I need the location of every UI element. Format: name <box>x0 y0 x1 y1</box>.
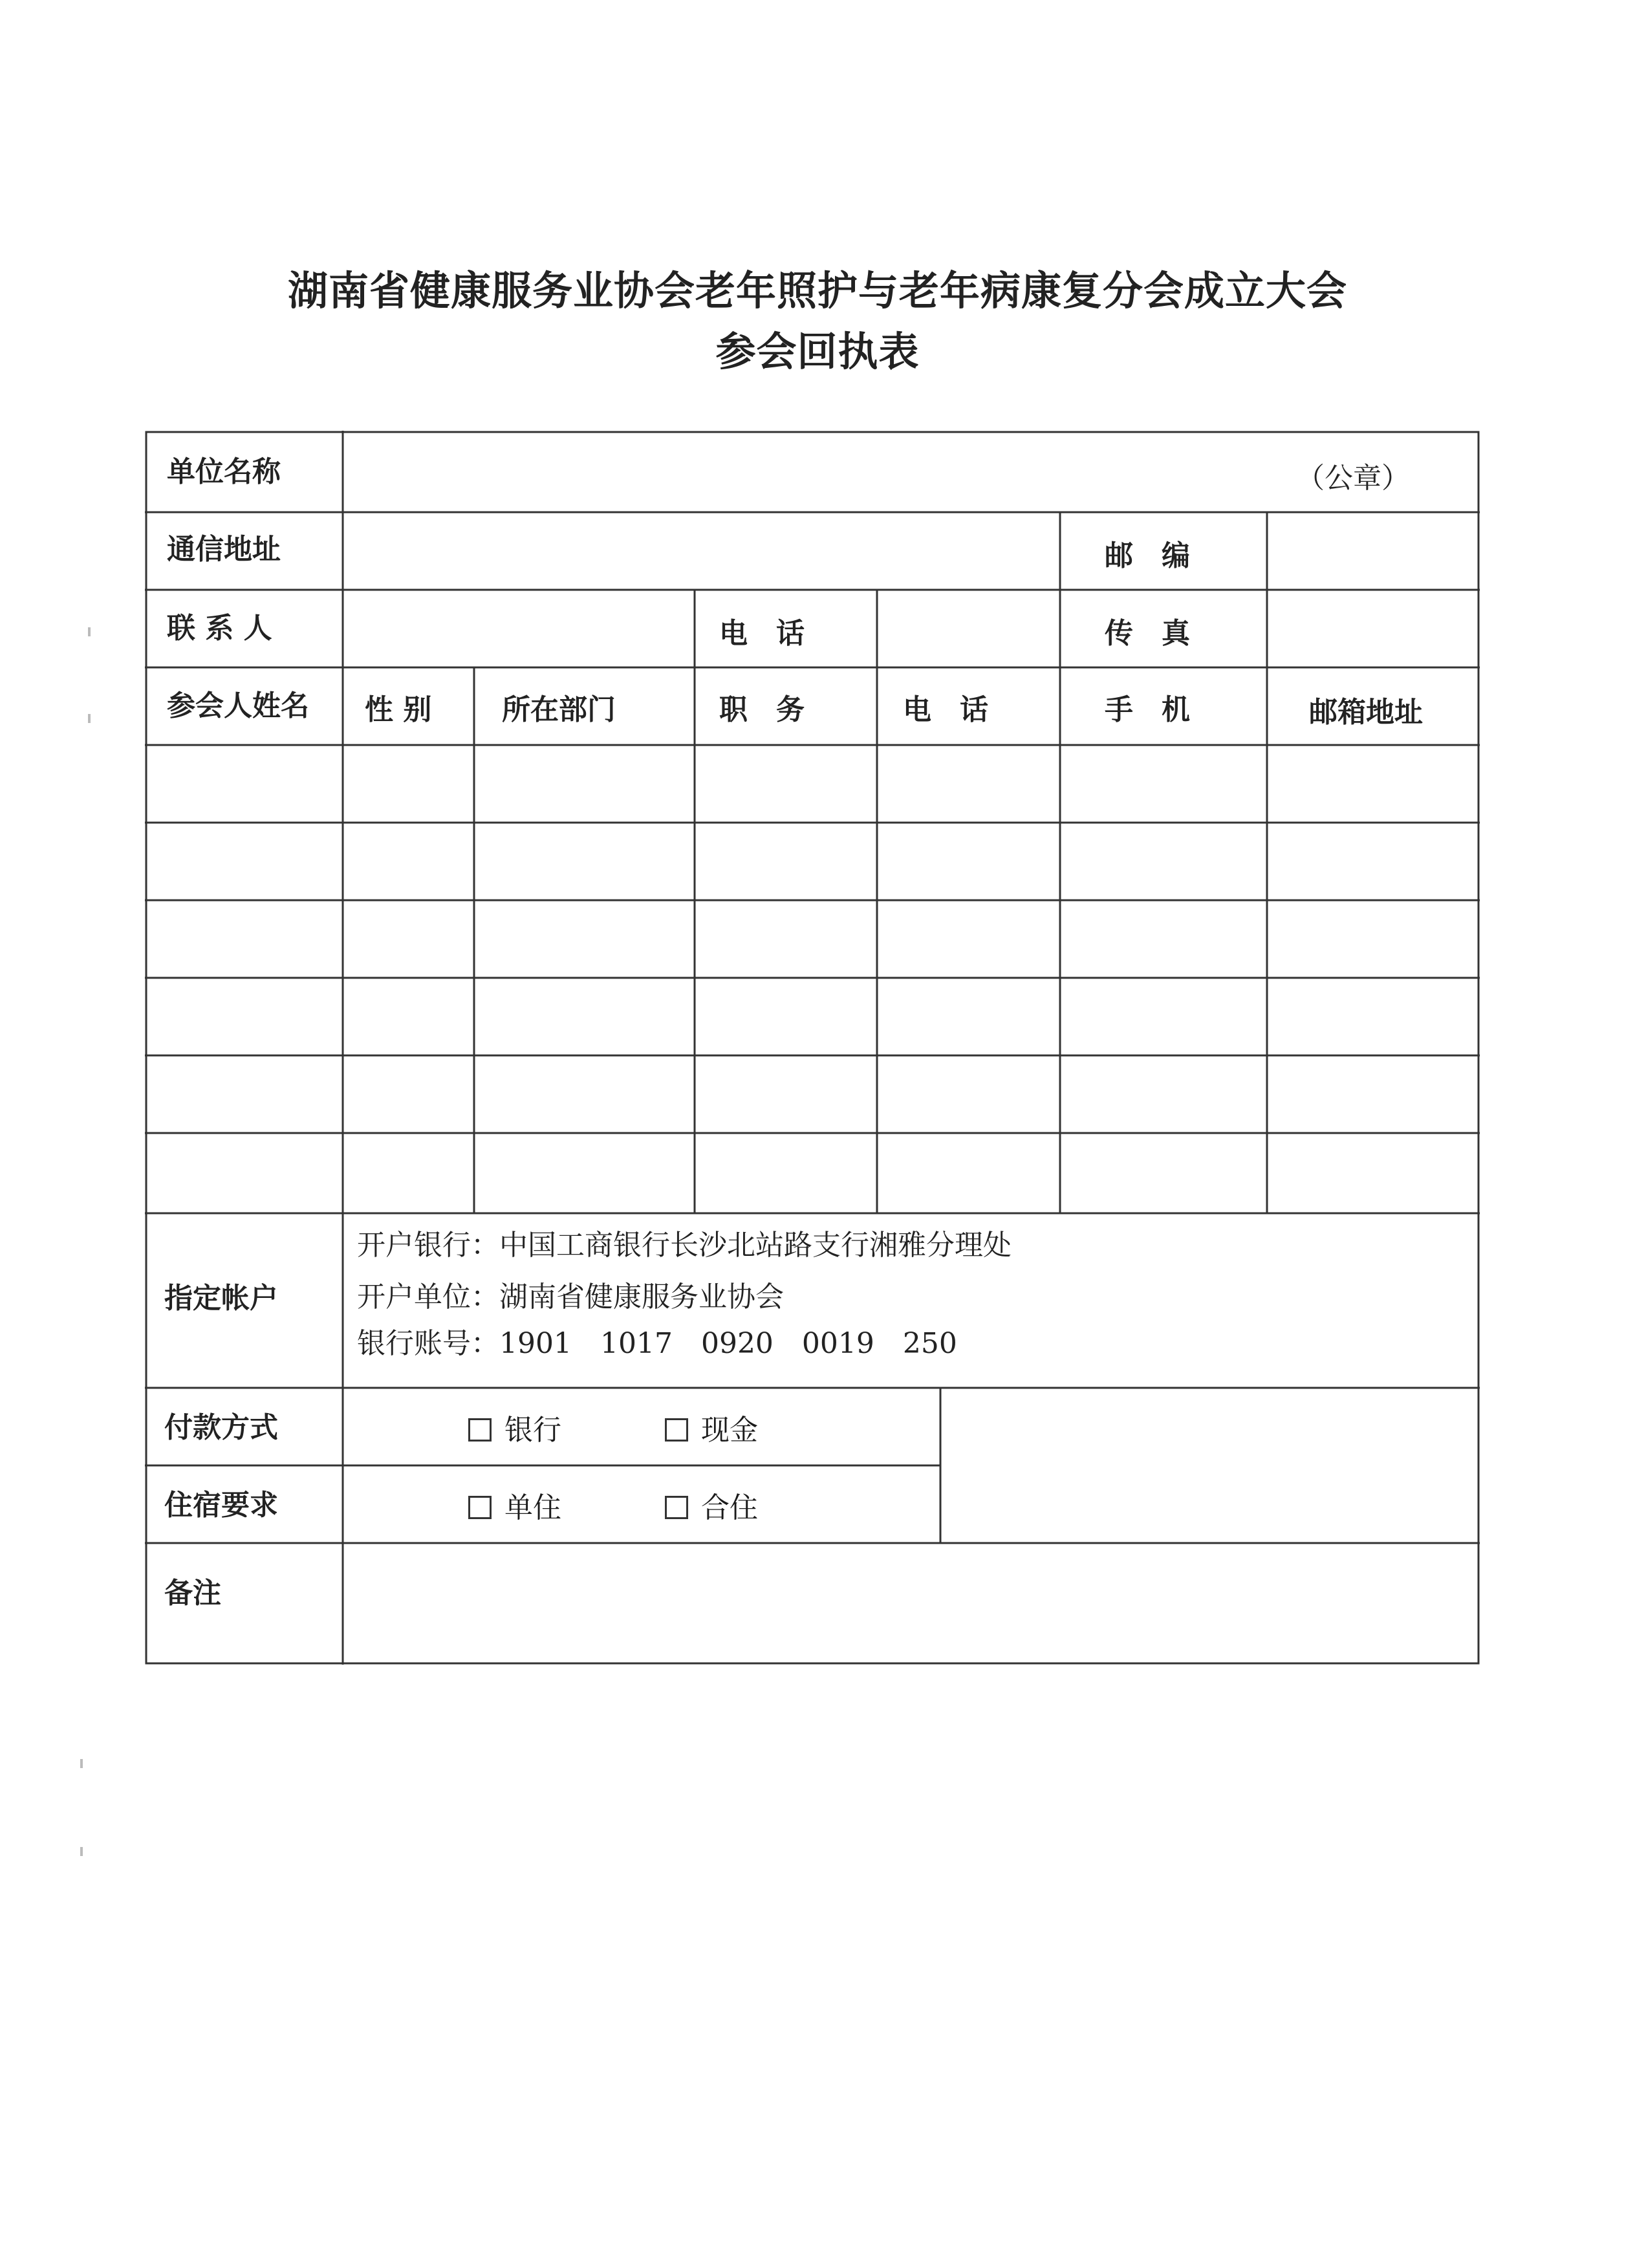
phone-label: 电 话 <box>719 617 805 650</box>
account-label: 指定帐户 <box>164 1282 278 1315</box>
fax-label: 传 真 <box>1105 617 1190 650</box>
position-header: 职 务 <box>719 693 805 726</box>
address-label: 通信地址 <box>167 533 281 566</box>
mobile-header: 手 机 <box>1105 693 1190 726</box>
scan-speck <box>88 627 91 636</box>
unit-name-label: 单位名称 <box>167 455 281 488</box>
attendee-name-header: 参会人姓名 <box>167 689 309 722</box>
remarks-label: 备注 <box>164 1577 221 1610</box>
lodging-option-shared[interactable]: 合住 <box>665 1494 758 1522</box>
account-holder-line: 开户单位：湖南省健康服务业协会 <box>357 1280 784 1313</box>
cash-checkbox-icon[interactable] <box>665 1418 688 1442</box>
contact-label: 联 系 人 <box>167 612 272 645</box>
scan-speck <box>88 714 91 723</box>
form-grid-lines <box>145 431 1480 1665</box>
registration-form <box>145 431 1480 1665</box>
bank-line: 开户银行：中国工商银行长沙北站路支行湘雅分理处 <box>357 1229 1012 1262</box>
shared-room-checkbox-icon[interactable] <box>665 1496 688 1519</box>
gender-header: 性 别 <box>365 693 432 726</box>
form-subtitle: 参会回执表 <box>715 328 920 375</box>
bank-checkbox-icon[interactable] <box>468 1418 492 1442</box>
seal-note: （公章） <box>1296 462 1410 495</box>
account-number-line: 银行账号：1901 1017 0920 0019 250 <box>357 1327 957 1360</box>
payment-option-cash[interactable]: 现金 <box>665 1416 758 1445</box>
lodging-label: 住宿要求 <box>164 1489 278 1522</box>
postcode-label: 邮 编 <box>1105 539 1190 572</box>
lodging-option-single[interactable]: 单住 <box>468 1494 561 1522</box>
scan-speck <box>80 1847 83 1856</box>
payment-label: 付款方式 <box>164 1411 278 1444</box>
scan-speck <box>80 1759 83 1768</box>
attendee-phone-header: 电 话 <box>903 693 988 726</box>
email-header: 邮箱地址 <box>1309 696 1423 729</box>
form-title: 湖南省健康服务业协会老年照护与老年病康复分会成立大会 <box>287 267 1347 314</box>
payment-option-bank[interactable]: 银行 <box>468 1416 561 1445</box>
department-header: 所在部门 <box>502 693 616 726</box>
single-room-checkbox-icon[interactable] <box>468 1496 492 1519</box>
